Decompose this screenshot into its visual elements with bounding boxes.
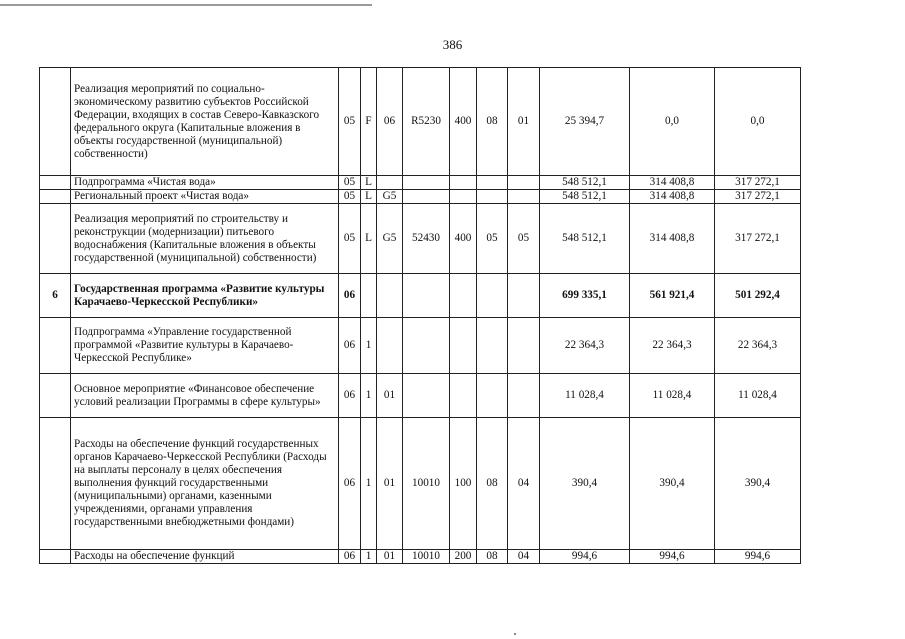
cell-gp: 06 — [339, 418, 361, 550]
cell-sub: 1 — [361, 550, 377, 564]
cell-y2: 314 408,8 — [630, 204, 715, 274]
cell-y2: 22 364,3 — [630, 318, 715, 374]
table-row — [40, 374, 801, 418]
cell-num — [40, 204, 71, 274]
cell-rz — [477, 274, 508, 318]
cell-name: Подпрограмма «Управление государственной программой «Развитие культуры в Карачаево-Черкесской Республике» — [71, 318, 339, 374]
cell-y3: 994,6 — [715, 550, 801, 564]
cell-num — [40, 176, 71, 190]
table-row — [40, 68, 801, 176]
cell-pr — [508, 318, 540, 374]
cell-main: G5 — [377, 204, 403, 274]
table-row — [40, 418, 801, 550]
cell-num — [40, 418, 71, 550]
cell-num: 6 — [40, 274, 71, 318]
cell-y1: 25 394,7 — [540, 68, 630, 176]
cell-y3: 11 028,4 — [715, 374, 801, 418]
cell-pr: 05 — [508, 204, 540, 274]
cell-pr: 04 — [508, 550, 540, 564]
cell-num — [40, 374, 71, 418]
cell-vr — [450, 190, 477, 204]
cell-dir: R5230 — [403, 68, 450, 176]
cell-dir: 10010 — [403, 418, 450, 550]
cell-main — [377, 274, 403, 318]
cell-name: Расходы на обеспечение функций — [71, 550, 339, 564]
table-row — [40, 318, 801, 374]
cell-sub — [361, 274, 377, 318]
cell-y3: 317 272,1 — [715, 176, 801, 190]
cell-num — [40, 550, 71, 564]
cell-rz — [477, 374, 508, 418]
cell-sub: 1 — [361, 318, 377, 374]
cell-main — [377, 176, 403, 190]
cell-dir — [403, 318, 450, 374]
cell-gp: 06 — [339, 550, 361, 564]
cell-y2: 994,6 — [630, 550, 715, 564]
cell-vr: 200 — [450, 550, 477, 564]
cell-gp: 05 — [339, 68, 361, 176]
cell-gp: 05 — [339, 190, 361, 204]
cell-rz: 08 — [477, 418, 508, 550]
cell-gp: 05 — [339, 176, 361, 190]
cell-dir — [403, 176, 450, 190]
cell-rz: 08 — [477, 550, 508, 564]
cell-pr — [508, 190, 540, 204]
cell-y3: 0,0 — [715, 68, 801, 176]
cell-pr: 04 — [508, 418, 540, 550]
scan-speck — [514, 633, 516, 635]
table-row — [40, 176, 801, 190]
cell-rz: 08 — [477, 68, 508, 176]
cell-main: G5 — [377, 190, 403, 204]
cell-y1: 390,4 — [540, 418, 630, 550]
cell-gp: 06 — [339, 274, 361, 318]
cell-dir: 10010 — [403, 550, 450, 564]
cell-gp: 06 — [339, 374, 361, 418]
cell-y1: 548 512,1 — [540, 204, 630, 274]
cell-y3: 317 272,1 — [715, 204, 801, 274]
table-row — [40, 190, 801, 204]
scan-top-rule — [0, 4, 372, 6]
budget-table — [39, 67, 801, 564]
table-row — [40, 274, 801, 318]
cell-y2: 11 028,4 — [630, 374, 715, 418]
cell-y1: 548 512,1 — [540, 190, 630, 204]
cell-sub: L — [361, 190, 377, 204]
cell-vr: 400 — [450, 68, 477, 176]
cell-y1: 11 028,4 — [540, 374, 630, 418]
cell-vr — [450, 176, 477, 190]
cell-y3: 390,4 — [715, 418, 801, 550]
cell-y2: 561 921,4 — [630, 274, 715, 318]
cell-name: Региональный проект «Чистая вода» — [71, 190, 339, 204]
cell-y3: 501 292,4 — [715, 274, 801, 318]
cell-main: 01 — [377, 374, 403, 418]
cell-y2: 390,4 — [630, 418, 715, 550]
cell-name: Государственная программа «Развитие культуры Карачаево-Черкесской Республики» — [71, 274, 339, 318]
cell-pr — [508, 374, 540, 418]
cell-num — [40, 68, 71, 176]
cell-sub: 1 — [361, 374, 377, 418]
cell-y2: 0,0 — [630, 68, 715, 176]
cell-vr — [450, 274, 477, 318]
cell-main: 06 — [377, 68, 403, 176]
cell-num — [40, 318, 71, 374]
cell-name: Реализация мероприятий по строительству и реконструкции (модернизации) питьевого водоснабжения (Капитальные вложения в объекты государственной (муниципальной) собственности) — [71, 204, 339, 274]
cell-pr — [508, 176, 540, 190]
cell-name: Подпрограмма «Чистая вода» — [71, 176, 339, 190]
cell-pr: 01 — [508, 68, 540, 176]
cell-vr — [450, 318, 477, 374]
cell-dir: 52430 — [403, 204, 450, 274]
cell-sub: 1 — [361, 418, 377, 550]
cell-dir — [403, 190, 450, 204]
cell-name: Расходы на обеспечение функций государственных органов Карачаево-Черкесской Республики (Расходы на выплаты персоналу в целях обеспечения выполнения функций государственными (муниципальными) органами, казенными учреждениями, органами управления государственными внебюджетными фондами) — [71, 418, 339, 550]
cell-sub: L — [361, 176, 377, 190]
cell-y1: 699 335,1 — [540, 274, 630, 318]
cell-dir — [403, 374, 450, 418]
cell-num — [40, 190, 71, 204]
table-row — [40, 550, 801, 564]
cell-main: 01 — [377, 418, 403, 550]
cell-name: Основное мероприятие «Финансовое обеспечение условий реализации Программы в сфере культуры» — [71, 374, 339, 418]
cell-name: Реализация мероприятий по социально-экономическому развитию субъектов Российской Федерации, входящих в состав Северо-Кавказского федерального округа (Капитальные вложения в объекты государственной (муниципальной) собственности) — [71, 68, 339, 176]
cell-y1: 22 364,3 — [540, 318, 630, 374]
cell-gp: 06 — [339, 318, 361, 374]
cell-vr: 100 — [450, 418, 477, 550]
cell-rz — [477, 318, 508, 374]
table-body — [40, 68, 801, 564]
cell-main: 01 — [377, 550, 403, 564]
cell-y3: 22 364,3 — [715, 318, 801, 374]
table-row — [40, 204, 801, 274]
cell-y1: 994,6 — [540, 550, 630, 564]
cell-vr: 400 — [450, 204, 477, 274]
cell-y1: 548 512,1 — [540, 176, 630, 190]
cell-rz — [477, 176, 508, 190]
cell-pr — [508, 274, 540, 318]
cell-y3: 317 272,1 — [715, 190, 801, 204]
cell-sub: F — [361, 68, 377, 176]
cell-main — [377, 318, 403, 374]
cell-sub: L — [361, 204, 377, 274]
cell-gp: 05 — [339, 204, 361, 274]
cell-y2: 314 408,8 — [630, 190, 715, 204]
cell-y2: 314 408,8 — [630, 176, 715, 190]
cell-rz: 05 — [477, 204, 508, 274]
page-number: 386 — [442, 37, 463, 52]
cell-rz — [477, 190, 508, 204]
cell-vr — [450, 374, 477, 418]
cell-dir — [403, 274, 450, 318]
